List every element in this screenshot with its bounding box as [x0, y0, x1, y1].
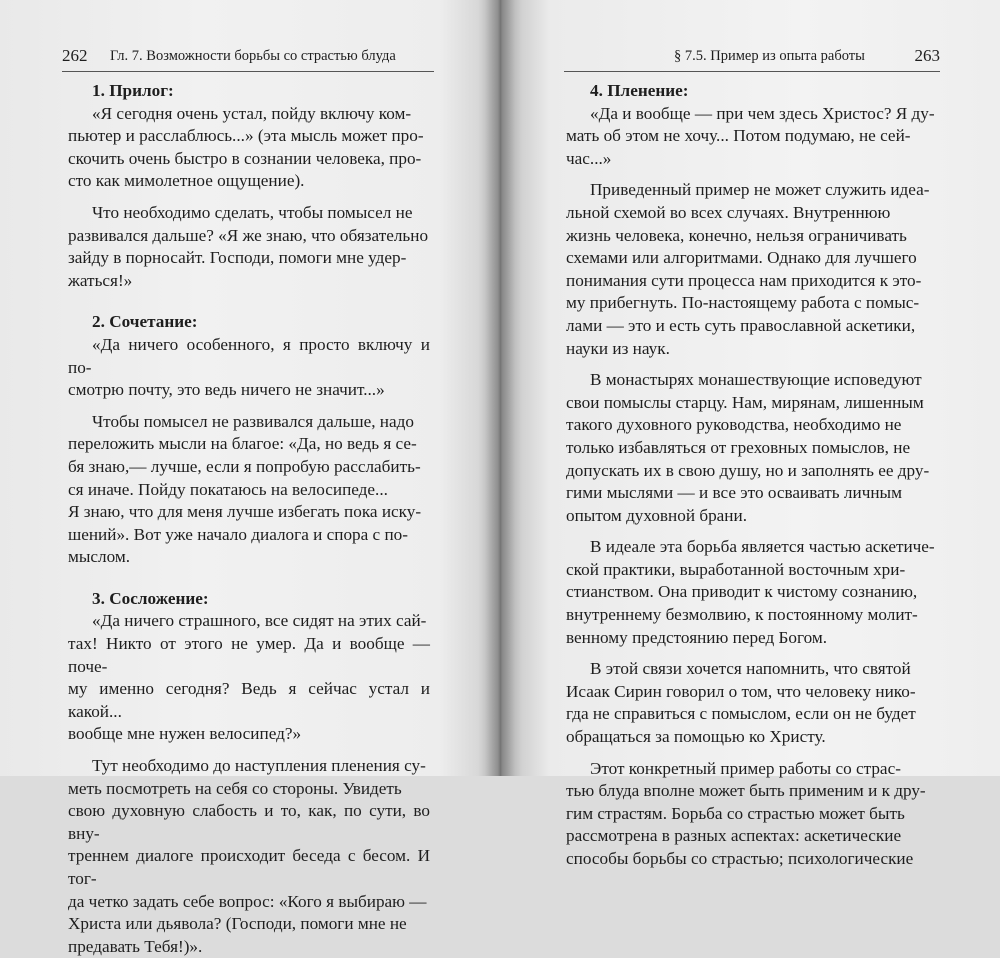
left-page-header [62, 44, 434, 68]
left-page [0, 0, 500, 956]
paragraph: В этой связи хочется напомнить, что святой Исаак Сирин говорил о том, что человеку нико- гда не справиться с помыслом, если он не будет обращаться за помощью ко Христу. [566, 659, 916, 747]
paragraph: Этот конкретный пример работы со страс- тью блуда вполне может быть применим и к дру- гим страстям. Борьба со страстью может быть рассмотрена в разных аспектах: аскетические способы борьбы со страстью; психологические [566, 758, 926, 868]
right-page [500, 0, 1000, 868]
paragraph: В монастырях монашествующие исповедуют свои помыслы старцу. Нам, мирянам, лишенным такого духовного руководства, необходимо не только избавляться от греховных помыслов, не допускать их в свою душу, но и заполнять ее дру- гими мыслями — и все это осваивать личным опытом духовной брани. [566, 370, 930, 525]
page-number: 262 [62, 46, 88, 65]
paragraph: Приведенный пример не может служить идеа- льной схемой во всех случаях. Внутреннюю жизнь человека, конечно, нельзя ограничивать схемами или алгоритмами. Однако для лучшего понимания сути процесса нам приходится к это- му прибегнуть. По-настоящему работа с помыс- лами — это и есть суть православной аскетики, науки из наук. [566, 180, 930, 358]
paragraph: «Да ничего особенного, я просто включу и по- смотрю почту, это ведь ничего не значит...» [68, 334, 430, 400]
paragraph: Тут необходимо до наступления пленения су- меть посмотреть на себя со стороны. Увидеть свою духовную слабость и то, как, по сути, во вну- треннем диалоге происходит беседа с бесом. И тог- да четко задать себе вопрос: «Кого я выбираю — Христа или дьявола? (Господи, помоги мне не предавать Тебя!)». [68, 756, 430, 956]
page-number: 263 [914, 46, 940, 65]
section-heading: 4. Пленение: [590, 81, 689, 100]
paragraph: «Я сегодня очень устал, пойду включу ком- пьютер и расслаблюсь...» (эта мысль может про- скочить очень быстро в сознании человека, про- сто как мимолетное ощущение). [68, 103, 424, 191]
right-page-body [566, 80, 938, 871]
running-head: Гл. 7. Возможности борьбы со страстью блуда [110, 48, 396, 64]
paragraph: «Да ничего страшного, все сидят на этих сай- тах! Никто от этого не умер. Да и вообще — поче- му именно сегодня? Ведь я сейчас устал и какой... вообще мне нужен велосипед?» [68, 611, 430, 744]
paragraph: Чтобы помысел не развивался дальше, надо переложить мысли на благое: «Да, но ведь я се- бя знаю,— лучше, если я попробую расслабить- ся иначе. Пойду покатаюсь на велосипеде... Я знаю, что для меня лучше избегать пока иску- шений». Вот уже начало диалога и спора с по- мыслом. [68, 411, 422, 567]
right-page-header [564, 44, 940, 68]
section-heading: 2. Сочетание: [92, 312, 198, 332]
paragraph: «Да и вообще — при чем здесь Христос? Я ду- мать об этом не хочу... Потом подумаю, не сей- час...» [566, 103, 935, 168]
header-rule [62, 71, 434, 72]
running-head: § 7.5. Пример из опыта работы [674, 48, 865, 64]
left-page-body [68, 80, 430, 958]
header-rule [564, 71, 940, 72]
paragraph: В идеале эта борьба является частью аскетиче- ской практики, выработанной восточным хри- стианством. Она приводит к чистому сознанию, внутреннему безмолвию, к постоянному молит- венному предстоянию перед Богом. [566, 537, 935, 647]
section-heading: 3. Сосложение: [92, 588, 209, 608]
paragraph: Что необходимо сделать, чтобы помысел не развивался дальше? «Я же знаю, что обязательно зайду в порносайт. Господи, помоги мне удер- жаться!» [68, 202, 429, 290]
section-heading: 1. Прилог: [92, 81, 174, 100]
